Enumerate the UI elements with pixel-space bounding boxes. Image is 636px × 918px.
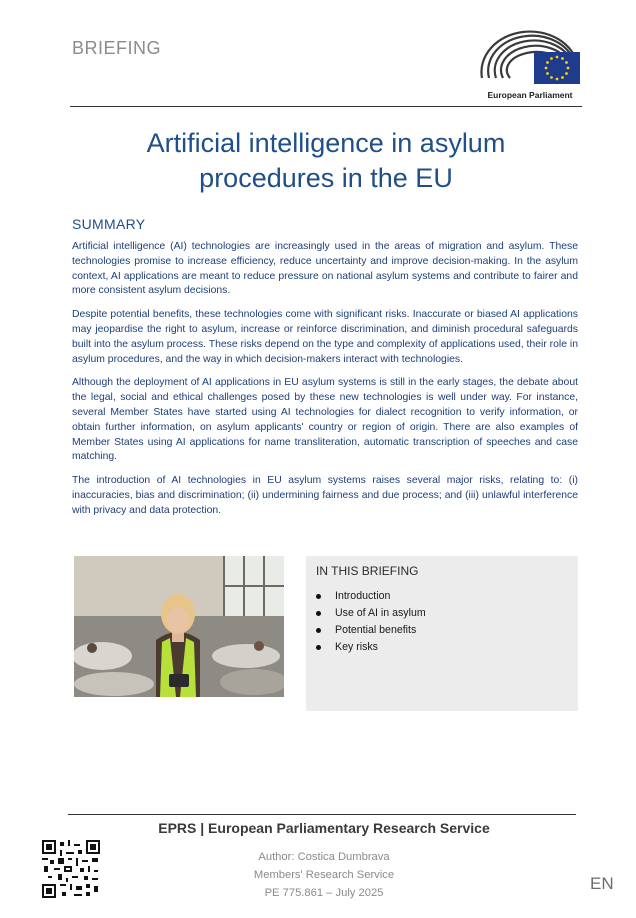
title-line-2: procedures in the EU — [199, 163, 453, 193]
page-title — [70, 126, 582, 196]
in-this-briefing-list — [314, 588, 426, 656]
title-line-1: Artificial intelligence in asylum — [146, 128, 506, 158]
summary-paragraph-4: The introduction of AI technologies in EU asylum systems raises several major risks, relating to: (i) inaccuracies, bias and discrimination; (ii) undermining fairness and due process; and (iii) unlawful interference with privacy and data protection. — [72, 475, 578, 516]
language-code: EN — [590, 874, 614, 893]
author-name: Author: Costica Dumbrava — [258, 851, 390, 863]
list-item: Key risks — [314, 639, 426, 656]
header-divider — [70, 106, 582, 107]
in-this-briefing-heading: IN THIS BRIEFING — [316, 564, 419, 578]
list-item: Potential benefits — [314, 622, 426, 639]
footer-divider — [68, 814, 576, 815]
qr-code-icon — [42, 840, 100, 898]
cover-photo — [74, 556, 284, 697]
author-block — [180, 848, 468, 902]
service-name: EPRS | European Parliamentary Research Service — [158, 820, 490, 836]
summary-body — [72, 240, 578, 528]
list-item: Introduction — [314, 588, 426, 605]
summary-paragraph-2: Despite potential benefits, these technologies come with significant risks. Inaccurate or biased AI applications may jeopardise the right to asylum, increase or reinforce discrimination, and diminish procedural safeguards built into the asylum process. These risks depend on the type and complexity of applications used, their role in asylum procedures, and the way in which decision-makers interact with technologies. — [72, 309, 578, 365]
reference-number: PE 775.861 – July 2025 — [264, 887, 384, 899]
department-name: Members' Research Service — [253, 869, 395, 881]
list-item: Use of AI in asylum — [314, 605, 426, 622]
doc-type-label: BRIEFING — [72, 38, 162, 58]
institution-name: European Parliament — [487, 90, 573, 100]
summary-heading: SUMMARY — [72, 216, 146, 232]
summary-paragraph-3: Although the deployment of AI applications in EU asylum systems is still in the early stages, the debate about the legal, social and ethical challenges posed by these new technologies is well under way. For instance, several Member States have started using AI technologies for dialect recognition to verify information, or obtain further information, on asylum applicants' country or region of origin. There are also examples of Member States using AI applications for name transliteration, automatic transcription of speeches and case matching. — [72, 377, 578, 463]
summary-paragraph-1: Artificial intelligence (AI) technologies are increasingly used in the areas of migration and asylum. These technologies promise to increase efficiency, reduce uncertainty and improve decision-making. In the asylum context, AI applications are meant to reduce pressure on national asylum systems and contribute to fairer and more consistent asylum decisions. — [72, 241, 578, 297]
